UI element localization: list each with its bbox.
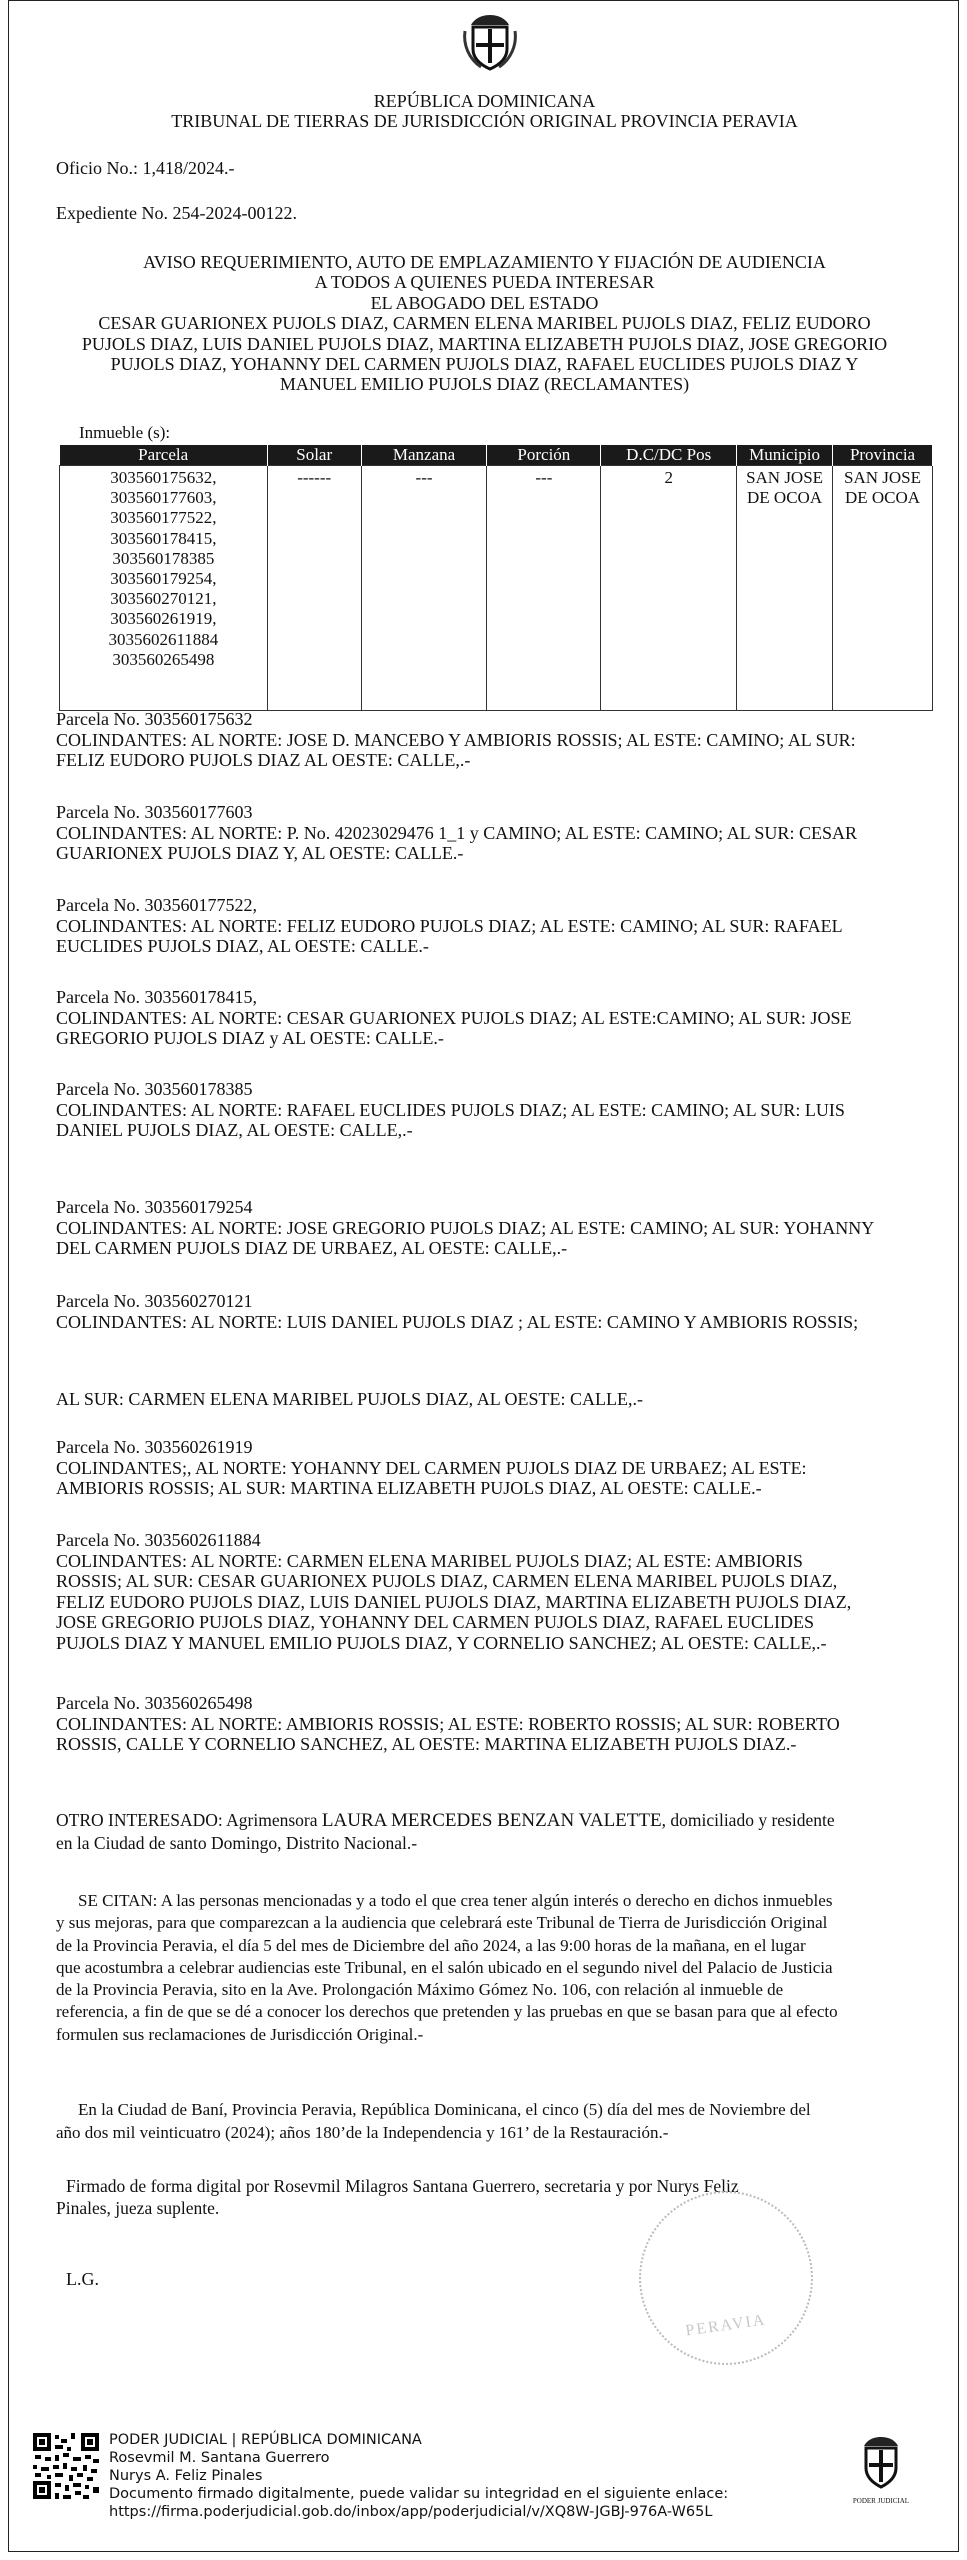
parcela-section [56,1079,918,1141]
porcion-cell: --- [487,466,601,711]
citacion-paragraph [56,1890,918,2046]
coat-of-arms-icon [459,11,521,73]
colindantes-line: COLINDANTES: AL NORTE: P. No. 42023029476 1_1 y CAMINO; AL ESTE: CAMINO; AL SUR: CESAR [56,822,857,843]
footer-validation-text: Documento firmado digitalmente, puede validar su integridad en el siguiente enlace: [109,2486,729,2502]
initials: L.G. [66,2269,99,2289]
parcela-number: 303560177522, [110,508,217,528]
aviso-abogado: EL ABOGADO DEL ESTADO [370,293,599,313]
col-header-porcion: Porción [487,445,601,466]
table-row [60,466,933,711]
firma-line: Firmado de forma digital por Rosevmil Milagros Santana Guerrero, secretaria y por Nurys Feliz [66,2176,739,2196]
col-header-parcela: Parcela [60,445,268,466]
inmueble-table [59,445,933,711]
aviso-title: AVISO REQUERIMIENTO, AUTO DE EMPLAZAMIENTO Y FIJACIÓN DE AUDIENCIA [143,252,826,272]
parcela-section [56,1693,918,1755]
colindantes-line: COLINDANTES: AL NORTE: LUIS DANIEL PUJOLS DIAZ ; AL ESTE: CAMINO Y AMBIORIS ROSSIS; [56,1311,859,1332]
colindantes-line: COLINDANTES: AL NORTE: RAFAEL EUCLIDES PUJOLS DIAZ; AL ESTE: CAMINO; AL SUR: LUIS [56,1099,845,1120]
parcela-title: Parcela No. 303560261919 [56,1437,253,1457]
digital-signature-footer [109,2431,967,2521]
colindantes-line: DEL CARMEN PUJOLS DIAZ DE URBAEZ, AL OESTE: CALLE,.- [56,1238,568,1258]
poder-judicial-logo-text: PODER JUDICIAL [852,2497,910,2505]
reclamantes-line: MANUEL EMILIO PUJOLS DIAZ (RECLAMANTES) [279,374,690,394]
colindantes-line: FELIZ EUDORO PUJOLS DIAZ, LUIS DANIEL PUJOLS DIAZ, MARTINA ELIZABETH PUJOLS DIAZ, [56,1591,852,1612]
provincia-line: SAN JOSE [844,468,922,487]
solar-cell: ------ [267,466,361,711]
footer-signer-1: Rosevmil M. Santana Guerrero [109,2450,330,2466]
firma-paragraph [56,2175,918,2219]
table-header-row [60,445,933,466]
parcela-number: 3035602611884 [108,629,219,649]
colindantes-line: ROSSIS; AL SUR: CESAR GUARIONEX PUJOLS DIAZ, CARMEN ELENA MARIBEL PUJOLS DIAZ, [56,1571,838,1591]
citacion-line: SE CITAN: A las personas mencionadas y a todo el que crea tener algún interés o derecho en dichos inmuebles [78,1891,833,1910]
fecha-paragraph [56,2099,918,2144]
parcela-title: Parcela No. 303560265498 [56,1693,253,1713]
parcela-section [56,1197,918,1259]
aviso-to: A TODOS A QUIENES PUEDA INTERESAR [314,272,655,292]
parcela-number: 303560265498 [112,649,215,669]
citacion-line: de la Provincia Peravia, el día 5 del mes de Diciembre del año 2024, a las 9:00 horas de la mañana, en el lugar [56,1935,806,1955]
otro-interesado [56,1809,918,1854]
colindantes-line: EUCLIDES PUJOLS DIAZ, AL OESTE: CALLE.- [56,936,429,956]
parcela-section [56,1291,918,1332]
tribunal-heading: TRIBUNAL DE TIERRAS DE JURISDICCIÓN ORIGINAL PROVINCIA PERAVIA [171,111,798,131]
parcela-number: 303560175632, [110,468,217,487]
parcela-section [56,1530,918,1653]
otro-line2: en la Ciudad de santo Domingo, Distrito Nacional.- [56,1833,418,1853]
footer-validation-link[interactable]: https://firma.poderjudicial.gob.do/inbox/app/poderjudicial/v/XQ8W-JGBJ-976A-W65L [109,2504,713,2520]
dc-cell: 2 [601,466,737,711]
firma-line: Pinales, jueza suplente. [56,2198,220,2218]
country-heading: REPÚBLICA DOMINICANA [373,91,596,111]
col-header-provincia: Provincia [833,445,933,466]
qr-code-icon[interactable] [31,2431,101,2501]
colindantes-line: COLINDANTES: AL NORTE: JOSE GREGORIO PUJOLS DIAZ; AL ESTE: CAMINO; AL SUR: YOHANNY [56,1217,875,1238]
citacion-line: de la Provincia Peravia, sito en la Ave. Prolongación Máximo Gómez No. 106, con relación al inmueble de [56,1980,784,2000]
colindantes-line: GUARIONEX PUJOLS DIAZ Y, AL OESTE: CALLE.- [56,843,464,863]
parcela-number: 303560261919, [110,609,217,629]
footer-institution: PODER JUDICIAL | REPÚBLICA DOMINICANA [109,2432,422,2448]
citacion-line: referencia, a fin de que se dé a conocer los derechos que pretenden y las pruebas en que se basan para que al efecto [56,2002,838,2022]
document-page [8,0,959,2552]
colindantes-line: PUJOLS DIAZ Y MANUEL EMILIO PUJOLS DIAZ, Y CORNELIO SANCHEZ; AL OESTE: CALLE,.- [56,1632,827,1653]
colindantes-line: DANIEL PUJOLS DIAZ, AL OESTE: CALLE,.- [56,1120,413,1140]
provincia-line: DE OCOA [844,488,921,507]
parcela-title: Parcela No. 303560177522, [56,895,257,915]
parcela-number: 303560270121, [110,589,217,609]
otro-prefix: OTRO INTERESADO: Agrimensora [56,1810,322,1830]
parcela-number: 303560177603, [110,488,217,508]
tribunal-stamp [639,2191,813,2365]
provincia-cell [833,466,933,711]
fecha-line: En la Ciudad de Baní, Provincia Peravia, República Dominicana, el cinco (5) día del mes de Noviembre del [78,2100,811,2119]
poder-judicial-logo-icon [851,2433,911,2493]
colindantes-line: ROSSIS, CALLE Y CORNELIO SANCHEZ, AL OESTE: MARTINA ELIZABETH PUJOLS DIAZ.- [56,1734,797,1754]
oficio-number: Oficio No.: 1,418/2024.- [56,158,235,178]
colindantes-line: FELIZ EUDORO PUJOLS DIAZ AL OESTE: CALLE,.- [56,750,471,770]
parcela-title: Parcela No. 303560178385 [56,1079,253,1099]
parcela-section [56,709,918,771]
parcela-number: 303560179254, [110,569,217,589]
parcela-cell [60,466,268,711]
col-header-manzana: Manzana [361,445,487,466]
parcela-section [56,802,918,864]
reclamantes-line: PUJOLS DIAZ, YOHANNY DEL CARMEN PUJOLS DIAZ, RAFAEL EUCLIDES PUJOLS DIAZ Y [110,354,859,374]
citacion-line: y sus mejoras, para que comparezcan a la audiencia que celebrará este Tribunal de Tierra de Jurisdicción Original [56,1913,828,1933]
citacion-line: formulen sus reclamaciones de Jurisdicción Original.- [56,2024,424,2044]
reclamantes-line: PUJOLS DIAZ, LUIS DANIEL PUJOLS DIAZ, MARTINA ELIZABETH PUJOLS DIAZ, JOSE GREGORIO [81,334,888,354]
municipio-line: DE OCOA [747,488,823,507]
parcela-number: 303560178385 [112,548,215,568]
colindantes-line: COLINDANTES;, AL NORTE: YOHANNY DEL CARMEN PUJOLS DIAZ DE URBAEZ; AL ESTE: [56,1457,807,1478]
colindantes-line: JOSE GREGORIO PUJOLS DIAZ, YOHANNY DEL CARMEN PUJOLS DIAZ, RAFAEL EUCLIDES [56,1612,815,1632]
expediente-number: Expediente No. 254-2024-00122. [56,203,297,223]
fecha-line: año dos mil veinticuatro (2024); años 180’de la Independencia y 161’ de la Restauración.- [56,2122,669,2142]
colindantes-line: COLINDANTES: AL NORTE: AMBIORIS ROSSIS; AL ESTE: ROBERTO ROSSIS; AL SUR: ROBERTO [56,1713,840,1734]
col-header-solar: Solar [267,445,361,466]
parcela-title: Parcela No. 303560179254 [56,1197,253,1217]
manzana-cell: --- [361,466,487,711]
parcela-title: Parcela No. 3035602611884 [56,1530,261,1550]
parcela-section [56,987,918,1049]
inmueble-label: Inmueble (s): [79,423,171,442]
agrimensora-name: LAURA MERCEDES BENZAN VALETTE [321,1810,662,1831]
colindantes-line: COLINDANTES: AL NORTE: CARMEN ELENA MARIBEL PUJOLS DIAZ; AL ESTE: AMBIORIS [56,1550,803,1571]
colindantes-line: GREGORIO PUJOLS DIAZ y AL OESTE: CALLE.- [56,1028,444,1048]
colindantes-line: COLINDANTES: AL NORTE: CESAR GUARIONEX PUJOLS DIAZ; AL ESTE:CAMINO; AL SUR: JOSE [56,1007,852,1028]
parcela-title: Parcela No. 303560175632 [56,709,253,729]
parcela-number: 303560178415, [110,528,217,548]
parcela-section [56,895,918,957]
municipio-line: SAN JOSE [746,468,824,487]
colindantes-line: COLINDANTES: AL NORTE: JOSE D. MANCEBO Y AMBIORIS ROSSIS; AL ESTE: CAMINO; AL SUR: [56,729,856,750]
stamp-text: PERAVIA [684,2311,768,2340]
footer-signer-2: Nurys A. Feliz Pinales [109,2468,263,2484]
reclamantes-line: CESAR GUARIONEX PUJOLS DIAZ, CARMEN ELENA MARIBEL PUJOLS DIAZ, FELIZ EUDORO [98,313,871,333]
colindantes-line: AL SUR: CARMEN ELENA MARIBEL PUJOLS DIAZ, AL OESTE: CALLE,.- [56,1389,643,1409]
colindantes-line: AMBIORIS ROSSIS; AL SUR: MARTINA ELIZABETH PUJOLS DIAZ, AL OESTE: CALLE.- [56,1478,762,1498]
municipio-cell [737,466,833,711]
col-header-dc: D.C/DC Pos [601,445,737,466]
otro-suffix: , domiciliado y residente [661,1810,835,1830]
parcela-section [56,1437,918,1499]
colindantes-line: COLINDANTES: AL NORTE: FELIZ EUDORO PUJOLS DIAZ; AL ESTE: CAMINO; AL SUR: RAFAEL [56,915,843,936]
col-header-municipio: Municipio [737,445,833,466]
parcela-title: Parcela No. 303560270121 [56,1291,253,1311]
citacion-line: que acostumbra a celebrar audiencias este Tribunal, en el salón ubicado en el segundo nivel del Palacio de Justicia [56,1957,833,1977]
parcela-title: Parcela No. 303560178415, [56,987,257,1007]
parcela-title: Parcela No. 303560177603 [56,802,253,822]
parcela-section [56,1389,918,1410]
